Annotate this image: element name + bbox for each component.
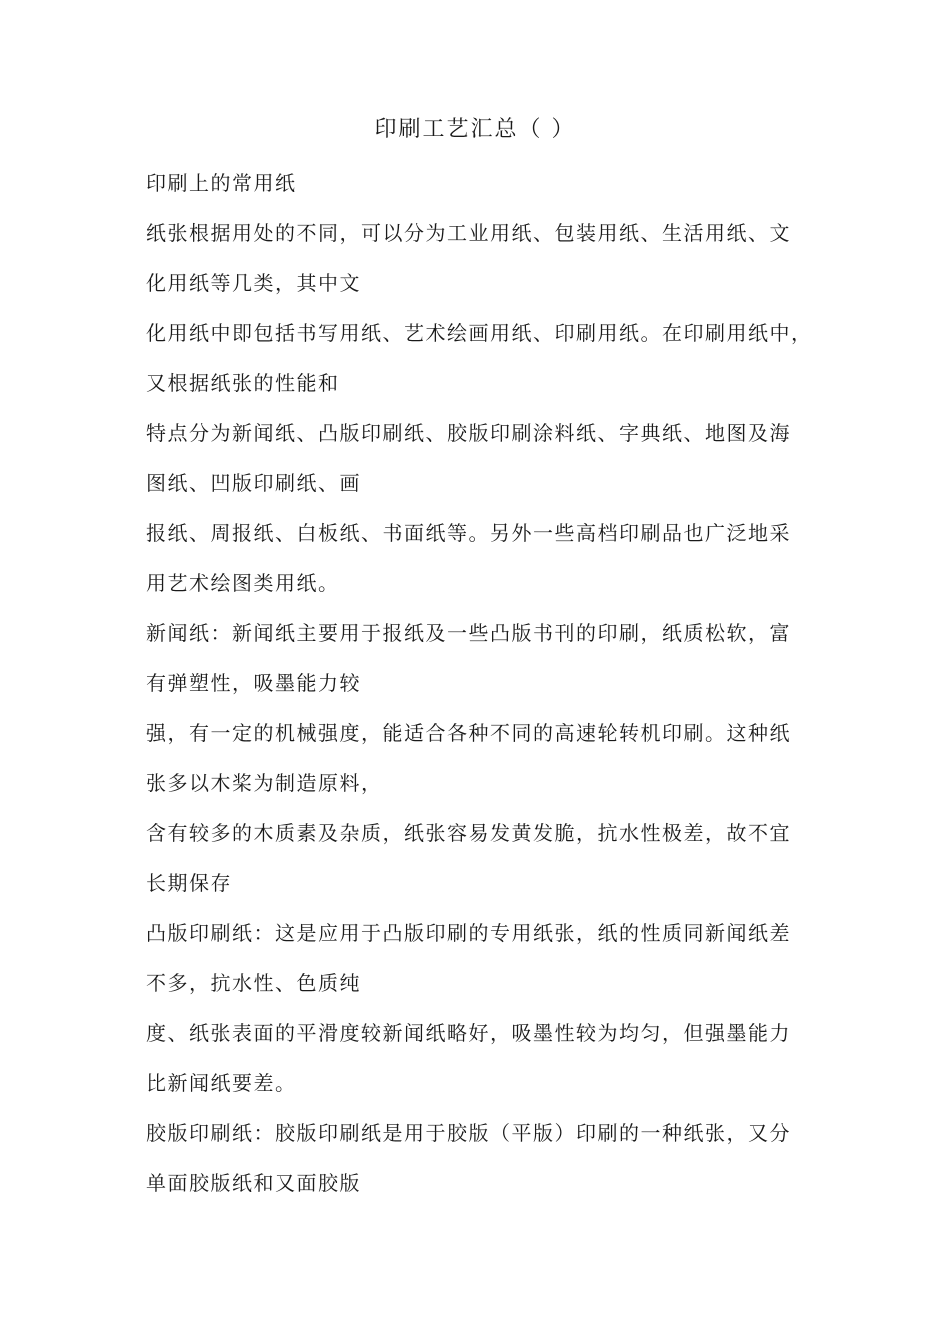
text-line: 强，有一定的机械强度，能适合各种不同的高速轮转机印刷。这种纸 xyxy=(146,721,791,745)
text-line: 印刷上的常用纸 xyxy=(146,171,297,195)
text-line: 长期保存 xyxy=(146,871,232,895)
text-line: 比新闻纸要差。 xyxy=(146,1071,297,1095)
text-line: 用艺术绘图类用纸。 xyxy=(146,571,340,595)
text-line: 不多，抗水性、色质纯 xyxy=(146,971,361,995)
text-line: 特点分为新闻纸、凸版印刷纸、胶版印刷涂料纸、字典纸、地图及海 xyxy=(146,421,791,445)
text-line: 化用纸等几类，其中文 xyxy=(146,271,361,295)
text-line: 报纸、周报纸、白板纸、书面纸等。另外一些高档印刷品也广泛地采 xyxy=(146,521,791,545)
text-line: 胶版印刷纸：胶版印刷纸是用于胶版（平版）印刷的一种纸张，又分 xyxy=(146,1121,791,1145)
text-line: 有弹塑性，吸墨能力较 xyxy=(146,671,361,695)
text-line: 凸版印刷纸：这是应用于凸版印刷的专用纸张，纸的性质同新闻纸差 xyxy=(146,921,791,945)
text-line: 纸张根据用处的不同，可以分为工业用纸、包装用纸、生活用纸、文 xyxy=(146,221,791,245)
document-body xyxy=(146,164,816,1214)
text-line: 图纸、凹版印刷纸、画 xyxy=(146,471,361,495)
text-line: 度、纸张表面的平滑度较新闻纸略好，吸墨性较为均匀，但强墨能力 xyxy=(146,1021,791,1045)
document-title: 印刷工艺汇总（ ） xyxy=(374,117,576,142)
text-line: 张多以木桨为制造原料， xyxy=(146,771,383,795)
text-line: 新闻纸：新闻纸主要用于报纸及一些凸版书刊的印刷，纸质松软，富 xyxy=(146,621,791,645)
text-line: 化用纸中即包括书写用纸、艺术绘画用纸、印刷用纸。在印刷用纸中， xyxy=(146,321,813,345)
text-line: 单面胶版纸和又面胶版 xyxy=(146,1171,361,1195)
text-line: 含有较多的木质素及杂质，纸张容易发黄发脆，抗水性极差，故不宜 xyxy=(146,821,791,845)
text-line: 又根据纸张的性能和 xyxy=(146,371,340,395)
